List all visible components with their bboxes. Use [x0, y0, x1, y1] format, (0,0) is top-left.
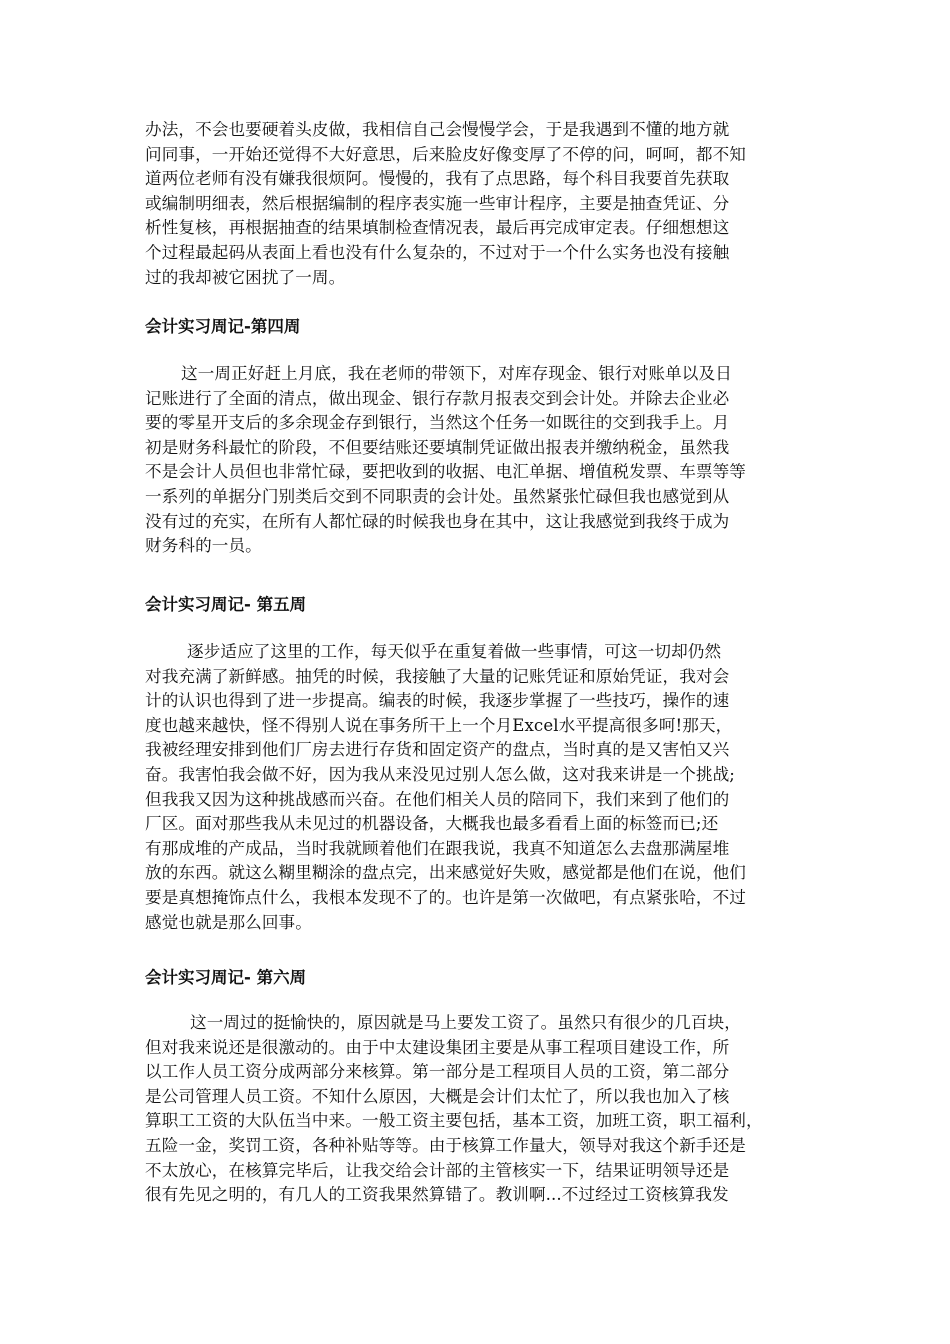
- text-line: 对我充满了新鲜感。抽凭的时候，我接触了大量的记账凭证和原始凭证，我对会: [145, 666, 730, 686]
- text-line: 有那成堆的产成品，当时我就顾着他们在跟我说，我真不知道怎么去盘那满屋堆: [145, 838, 730, 858]
- text-line: 个过程最起码从表面上看也没有什么复杂的，不过对于一个什么实务也没有接触: [145, 242, 730, 262]
- text-line: 过的我却被它困扰了一周。: [145, 267, 346, 287]
- text-line: 以工作人员工资分成两部分来核算。第一部分是工程项目人员的工资，第二部分: [145, 1062, 730, 1082]
- text-line: 五险一金，奖罚工资，各种补贴等等。由于核算工作量大，领导对我这个新手还是: [145, 1135, 746, 1155]
- text-line: 奋。我害怕我会做不好，因为我从来没见过别人怎么做，这对我来讲是一个挑战;: [145, 764, 735, 784]
- text-line: 度也越来越快，怪不得别人说在事务所干上一个月Excel水平提高很多呵!那天，: [145, 715, 733, 735]
- text-line: 但对我来说还是很激动的。由于中太建设集团主要是从事工程项目建设工作，所: [145, 1037, 730, 1057]
- text-line: 我被经理安排到他们厂房去进行存货和固定资产的盘点，当时真的是又害怕又兴: [145, 740, 730, 760]
- week5-paragraph: [145, 640, 813, 935]
- text-line: 道两位老师有没有嫌我很烦阿。慢慢的，我有了点思路，每个科目我要首先获取: [145, 169, 730, 189]
- text-line: 厂区。面对那些我从未见过的机器设备，大概我也最多看看上面的标签而已;还: [145, 814, 719, 834]
- text-line: 记账进行了全面的清点，做出现金、银行存款月报表交到会计处。并除去企业必: [145, 388, 730, 408]
- text-line: 要的零星开支后的多余现金存到银行，当然这个任务一如既往的交到我手上。月: [145, 413, 730, 433]
- text-line: 放的东西。就这么糊里糊涂的盘点完，出来感觉好失败，感觉都是他们在说，他们: [145, 863, 746, 883]
- text-line: 析性复核，再根据抽查的结果填制检查情况表，最后再完成审定表。仔细想想这: [145, 218, 730, 238]
- text-line: 很有先见之明的，有几人的工资我果然算错了。教训啊...不过经过工资核算我发: [145, 1185, 729, 1205]
- week6-paragraph: [145, 1011, 813, 1208]
- text-line: 逐步适应了这里的工作，每天似乎在重复着做一些事情，可这一切却仍然: [187, 642, 722, 661]
- text-line: 不是会计人员但也非常忙碌，要把收到的收据、电汇单据、增值税发票、车票等等: [145, 462, 746, 482]
- text-line: 没有过的充实，在所有人都忙碌的时候我也身在其中，这让我感觉到我终于成为: [145, 511, 730, 531]
- text-line: 一系列的单据分门别类后交到不同职责的会计处。虽然紧张忙碌但我也感觉到从: [145, 486, 730, 506]
- text-line: 要是真想掩饰点什么，我根本发现不了的。也许是第一次做吧，有点紧张哈，不过: [145, 887, 746, 907]
- text-line: 这一周过的挺愉快的，原因就是马上要发工资了。虽然只有很少的几百块，: [190, 1013, 741, 1032]
- text-line: 感觉也就是那么回事。: [145, 912, 312, 932]
- week4-paragraph: [145, 362, 813, 559]
- text-line: 问同事，一开始还觉得不大好意思，后来脸皮好像变厚了不停的问，呵呵，都不知: [145, 144, 746, 164]
- text-line: 是公司管理人员工资。不知什么原因，大概是会计们太忙了，所以我也加入了核: [145, 1086, 730, 1106]
- text-line: 计的认识也得到了进一步提高。编表的时候，我逐步掌握了一些技巧，操作的速: [145, 691, 730, 711]
- text-line: 但我我又因为这种挑战感而兴奋。在他们相关人员的陪同下，我们来到了他们的: [145, 789, 730, 809]
- text-line: 这一周正好赶上月底，我在老师的带领下，对库存现金、银行对账单以及日: [181, 364, 732, 383]
- text-line: 初是财务科最忙的阶段，不但要结账还要填制凭证做出报表并缴纳税金，虽然我: [145, 437, 730, 457]
- section-heading-week5: 会计实习周记- 第五周: [145, 595, 307, 614]
- text-line: 财务科的一员。: [145, 536, 262, 556]
- text-line: 算职工工资的大队伍当中来。一般工资主要包括，基本工资，加班工资，职工福利，: [145, 1111, 763, 1131]
- section-heading-week4: 会计实习周记-第四周: [145, 317, 301, 336]
- intro-paragraph: [145, 118, 813, 290]
- text-line: 或编制明细表，然后根据编制的程序表实施一些审计程序，主要是抽查凭证、分: [145, 193, 730, 213]
- text-line: 不太放心，在核算完毕后，让我交给会计部的主管核实一下，结果证明领导还是: [145, 1160, 730, 1180]
- section-heading-week6: 会计实习周记- 第六周: [145, 968, 307, 987]
- text-line: 办法，不会也要硬着头皮做，我相信自己会慢慢学会，于是我遇到不懂的地方就: [145, 120, 730, 139]
